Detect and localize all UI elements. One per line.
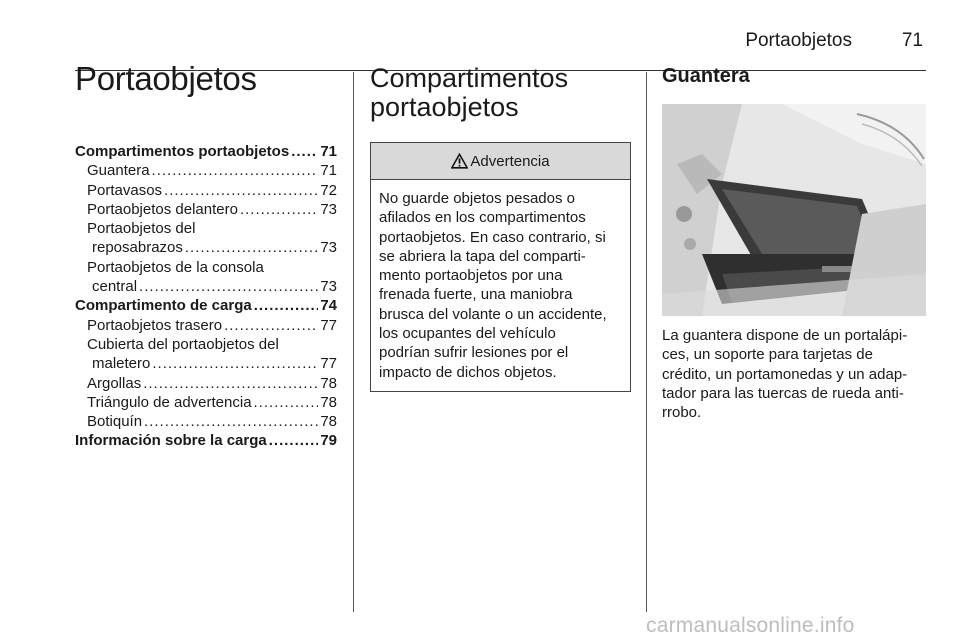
description-line: rrobo. xyxy=(662,404,702,422)
warning-text xyxy=(371,180,630,391)
toc-entry-page: 73 xyxy=(320,278,337,296)
toc-entry-page: 79 xyxy=(320,432,337,450)
table-of-contents xyxy=(75,142,337,451)
toc-entry-label: Guantera xyxy=(87,162,150,180)
warning-text-line: impacto de dichos objetos. xyxy=(379,363,557,381)
toc-entry-label: Cubierta del portaobjetos del xyxy=(87,335,279,353)
description-line: La guantera dispone de un portalápi- xyxy=(662,327,908,344)
toc-leader-dots xyxy=(143,374,318,393)
subsection-title: Guantera xyxy=(662,65,750,87)
watermark: carmanualsonline.info xyxy=(646,614,855,637)
toc-entry-label: Portavasos xyxy=(87,181,163,199)
warning-triangle-icon xyxy=(451,153,468,169)
toc-leader-dots xyxy=(164,181,318,200)
glovebox-description xyxy=(662,326,926,422)
toc-entry xyxy=(75,412,337,431)
toc-entry-page: 71 xyxy=(320,143,337,160)
toc-entry-page: 73 xyxy=(320,200,337,218)
toc-entry-page: 71 xyxy=(320,162,337,180)
running-title: Portaobjetos xyxy=(745,30,852,51)
section-column xyxy=(370,64,632,392)
toc-leader-dots xyxy=(185,238,318,257)
toc-entry xyxy=(75,219,337,238)
toc-entry-label: Información sobre la carga xyxy=(75,432,267,450)
toc-leader-dots xyxy=(152,161,319,180)
warning-text-line: No guarde objetos pesados o xyxy=(379,190,575,207)
toc-entry-page: 78 xyxy=(320,374,337,392)
warning-text-line: los ocupantes del vehículo xyxy=(379,325,556,343)
toc-entry xyxy=(75,335,337,354)
subsection-column xyxy=(662,64,926,422)
toc-entry-label: Triángulo de advertencia xyxy=(87,393,252,411)
section-title-line1: Compartimentos xyxy=(370,63,569,93)
toc-entry xyxy=(75,277,337,296)
toc-entry-label: Botiquín xyxy=(87,413,143,431)
warning-text-line: podrían sufrir lesiones por el xyxy=(379,344,569,362)
warning-text-line: brusca del volante o un accidente, xyxy=(379,305,607,323)
toc-entry xyxy=(75,258,337,277)
toc-entry xyxy=(75,161,337,180)
warning-text-line: frenada fuerte, una maniobra xyxy=(379,286,573,304)
toc-entry-label: Portaobjetos delantero xyxy=(87,200,238,218)
toc-entry-page: 77 xyxy=(320,355,337,373)
toc-entry-label: Compartimentos portaobjetos xyxy=(75,143,290,160)
description-line: tador para las tuercas de rueda anti- xyxy=(662,384,904,402)
column-divider-2 xyxy=(646,72,647,612)
toc-entry-page: 72 xyxy=(320,181,337,199)
toc-entry-label: reposabrazos xyxy=(92,239,183,257)
chapter-title: Portaobjetos xyxy=(75,60,257,97)
toc-leader-dots xyxy=(240,200,318,219)
toc-entry-page: 77 xyxy=(320,316,337,334)
toc-entry xyxy=(75,431,337,450)
toc-entry-label: Portaobjetos del xyxy=(87,220,196,238)
toc-leader-dots xyxy=(254,393,319,412)
toc-leader-dots xyxy=(269,431,319,450)
toc-entry-page: 73 xyxy=(320,239,337,257)
toc-leader-dots xyxy=(139,277,318,296)
toc-entry-label: Portaobjetos de la consola xyxy=(87,258,264,276)
column-divider-1 xyxy=(353,72,354,612)
toc-entry xyxy=(75,200,337,219)
toc-leader-dots xyxy=(224,316,318,335)
chapter-column xyxy=(75,60,337,451)
section-title xyxy=(370,64,632,122)
toc-entry xyxy=(75,296,337,315)
toc-entry xyxy=(75,393,337,412)
toc-entry-label: maletero xyxy=(92,355,151,373)
description-line: ces, un soporte para tarjetas de xyxy=(662,346,873,364)
toc-entry-label: Argollas xyxy=(87,374,142,392)
toc-entry xyxy=(75,142,337,161)
page-number: 71 xyxy=(901,30,923,51)
toc-entry xyxy=(75,238,337,257)
description-line: crédito, un portamonedas y un adap- xyxy=(662,365,908,383)
toc-entry xyxy=(75,354,337,373)
toc-entry-label: Portaobjetos trasero xyxy=(87,316,223,334)
toc-entry-label: Compartimento de carga xyxy=(75,297,252,315)
warning-header xyxy=(371,143,630,180)
warning-text-line: portaobjetos. En caso contrario, si xyxy=(379,228,606,246)
toc-entry-label: central xyxy=(92,278,138,296)
warning-title: Advertencia xyxy=(470,152,550,170)
toc-leader-dots xyxy=(152,354,318,373)
warning-box xyxy=(370,142,631,392)
warning-text-line: se abriera la tapa del comparti- xyxy=(379,247,586,265)
toc-entry xyxy=(75,181,337,200)
toc-leader-dots xyxy=(144,412,318,431)
toc-entry-page: 78 xyxy=(320,413,337,431)
glovebox-illustration xyxy=(662,104,926,316)
warning-text-line: afilados en los compartimentos xyxy=(379,209,586,227)
page-header xyxy=(75,22,926,52)
toc-entry xyxy=(75,374,337,393)
toc-entry-page: 78 xyxy=(320,393,337,411)
toc-entry-page: 74 xyxy=(320,297,337,315)
section-title-line2: portaobjetos xyxy=(370,92,519,122)
warning-text-line: mento portaobjetos por una xyxy=(379,267,563,285)
toc-entry xyxy=(75,316,337,335)
toc-leader-dots xyxy=(254,296,319,315)
toc-leader-dots xyxy=(291,142,318,161)
